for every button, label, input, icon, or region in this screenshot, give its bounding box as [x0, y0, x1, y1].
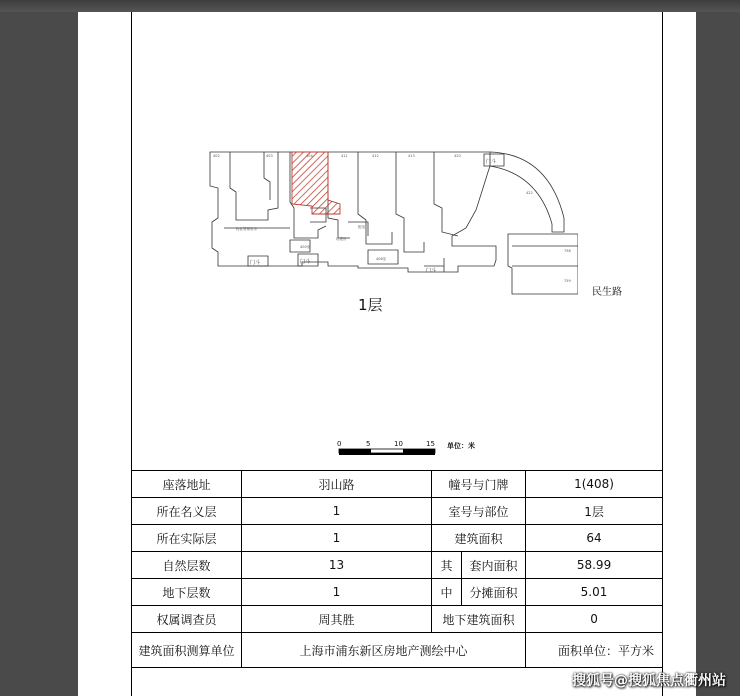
viewer-top-bar	[0, 0, 740, 12]
door-label-2: 门斗	[300, 259, 311, 265]
underground-floors-label: 地下层数	[132, 579, 242, 606]
investigator-value: 周其胜	[242, 606, 432, 633]
investigator-label: 权属调查员	[132, 606, 242, 633]
svg-text:配电: 配电	[358, 225, 365, 229]
floor-label: 1层	[358, 296, 383, 314]
floor-plan-drawing	[208, 148, 578, 296]
building-area-value: 64	[526, 525, 663, 552]
svg-text:411: 411	[341, 154, 348, 158]
scale-tick-0: 0	[337, 440, 342, 448]
svg-text:413: 413	[408, 154, 415, 158]
svg-text:759: 759	[564, 279, 571, 283]
svg-text:403: 403	[266, 154, 273, 158]
door-label-1: 门斗	[250, 260, 261, 266]
natural-floors-label: 自然层数	[132, 552, 242, 579]
building-area-label: 建筑面积	[432, 525, 526, 552]
svg-text:垃圾房: 垃圾房	[336, 237, 347, 241]
natural-floors-value: 13	[242, 552, 432, 579]
building-no-label: 幢号与门牌	[432, 471, 526, 498]
door-label-4: 门斗	[486, 159, 497, 165]
scale-tick-5: 5	[366, 440, 371, 448]
nominal-floor-label: 所在名义层	[132, 498, 242, 525]
address-label: 座落地址	[132, 471, 242, 498]
building-no-value: 1(408)	[526, 471, 663, 498]
area-unit-text: 面积单位：平方米	[526, 633, 663, 668]
zhong-label: 中	[432, 579, 462, 606]
svg-text:400室: 400室	[300, 245, 311, 249]
table-row	[132, 552, 663, 579]
survey-unit-value: 上海市浦东新区房地产测绘中心	[242, 633, 526, 668]
qi-label: 其	[432, 552, 462, 579]
svg-text:758: 758	[564, 249, 571, 253]
svg-text:物业管理用房: 物业管理用房	[236, 227, 257, 231]
table-row	[132, 579, 663, 606]
underground-floors-value: 1	[242, 579, 432, 606]
address-value: 羽山路	[242, 471, 432, 498]
svg-text:402: 402	[213, 154, 220, 158]
svg-text:420: 420	[454, 154, 461, 158]
property-info-table	[131, 470, 663, 668]
actual-floor-value: 1	[242, 525, 432, 552]
table-row	[132, 633, 663, 668]
svg-text:412: 412	[372, 154, 379, 158]
watermark: 搜狐号@搜狐焦点衢州站	[572, 673, 726, 689]
scale-bar	[335, 438, 495, 462]
inner-area-label: 套内面积	[462, 552, 526, 579]
room-label: 室号与部位	[432, 498, 526, 525]
underground-area-label: 地下建筑面积	[432, 606, 526, 633]
survey-unit-label: 建筑面积测算单位	[132, 633, 242, 668]
scale-unit: 单位：米	[447, 442, 475, 450]
shared-area-value: 5.01	[526, 579, 663, 606]
table-row	[132, 606, 663, 633]
actual-floor-label: 所在实际层	[132, 525, 242, 552]
nominal-floor-value: 1	[242, 498, 432, 525]
svg-text:406室: 406室	[376, 257, 387, 261]
scale-tick-10: 10	[394, 440, 403, 448]
road-label: 民生路	[592, 287, 622, 298]
svg-text:404: 404	[306, 154, 313, 158]
underground-area-value: 0	[526, 606, 663, 633]
door-label-3: 门斗	[426, 268, 437, 274]
room-value: 1层	[526, 498, 663, 525]
inner-area-value: 58.99	[526, 552, 663, 579]
table-row	[132, 471, 663, 498]
scale-tick-15: 15	[426, 440, 435, 448]
table-row	[132, 498, 663, 525]
svg-text:422: 422	[526, 191, 533, 195]
shared-area-label: 分摊面积	[462, 579, 526, 606]
table-row	[132, 525, 663, 552]
